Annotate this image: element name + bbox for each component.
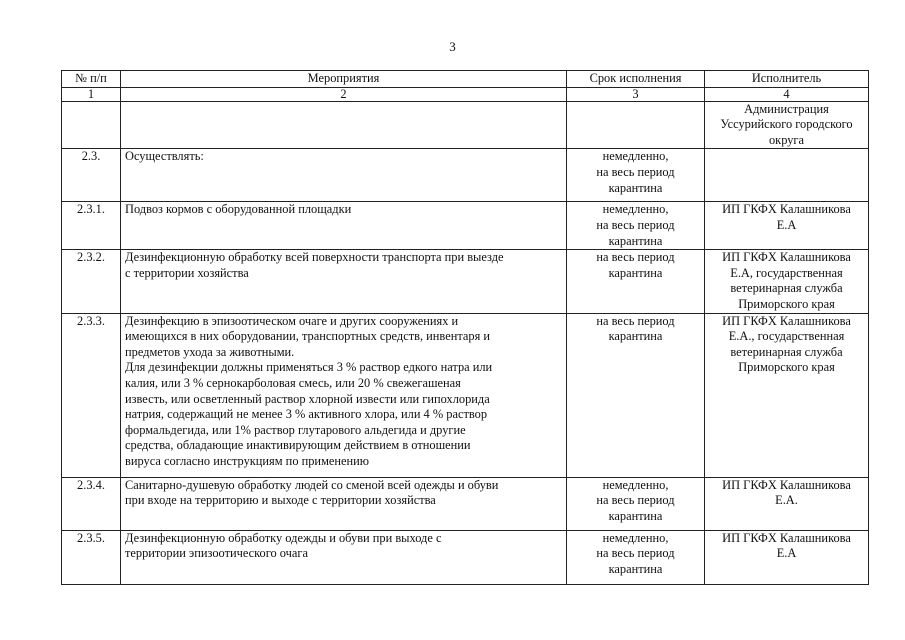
table-row xyxy=(62,530,869,584)
activity-line: Санитарно-душевую обработку людей со сменой всей одежды и обуви xyxy=(125,477,499,492)
table-row xyxy=(62,202,869,250)
executor-cell xyxy=(705,530,869,584)
row-number: 2.3.2. xyxy=(62,250,121,313)
term-line: карантина xyxy=(608,508,663,523)
term-line: на весь период xyxy=(596,493,675,508)
term-line: на весь период xyxy=(596,217,675,232)
activity-line: с территории хозяйства xyxy=(125,265,249,280)
activity-line: Осуществлять: xyxy=(125,149,204,164)
executor-line: Е.А., государственная xyxy=(728,329,845,344)
term-cell xyxy=(567,477,705,530)
measures-table xyxy=(61,70,869,585)
activity-line: при входе на территорию и выходе с территории хозяйства xyxy=(125,493,436,508)
header-num: № п/п xyxy=(62,71,121,88)
executor-line: ИП ГКФХ Калашникова xyxy=(722,530,851,545)
term-cell xyxy=(567,202,705,250)
executor-line: ИП ГКФХ Калашникова xyxy=(722,250,851,265)
table-body xyxy=(62,101,869,584)
column-number: 1 xyxy=(62,87,121,101)
row-number: 2.3.1. xyxy=(62,202,121,250)
header-activity: Мероприятия xyxy=(121,71,567,88)
activity-cell xyxy=(121,149,567,202)
activity-line: предметов ухода за животными. xyxy=(125,344,295,359)
table-row xyxy=(62,149,869,202)
activity-line: Для дезинфекции должны применяться 3 % раствор едкого натра или xyxy=(125,360,493,375)
term-cell xyxy=(567,530,705,584)
term-cell xyxy=(567,101,705,149)
header-row xyxy=(62,71,869,88)
executor-line: ИП ГКФХ Калашникова xyxy=(722,202,851,217)
executor-cell xyxy=(705,101,869,149)
column-number-row xyxy=(62,87,869,101)
term-cell xyxy=(567,149,705,202)
executor-cell xyxy=(705,149,869,202)
activity-cell xyxy=(121,313,567,477)
activity-line: Дезинфекцию в эпизоотическом очаге и других сооружениях и xyxy=(125,313,459,328)
activity-line: формальдегида, или 1% раствор глутарового альдегида и другие xyxy=(125,422,466,437)
column-number: 4 xyxy=(705,87,869,101)
table-row xyxy=(62,477,869,530)
term-line: на весь период xyxy=(596,164,675,179)
executor-line: ИП ГКФХ Калашникова xyxy=(722,313,851,328)
executor-cell xyxy=(705,313,869,477)
activity-cell xyxy=(121,477,567,530)
header-term: Срок исполнения xyxy=(567,71,705,88)
executor-line: Приморского края xyxy=(738,360,835,375)
table-row xyxy=(62,101,869,149)
term-line: карантина xyxy=(608,233,663,248)
executor-line: Е.А xyxy=(776,546,797,561)
activity-cell xyxy=(121,101,567,149)
term-line: немедленно, xyxy=(602,530,669,545)
activity-line: известь, или осветленный раствор хлорной извести или гипохлорида xyxy=(125,391,490,406)
row-number: 2.3.4. xyxy=(62,477,121,530)
row-number: 2.3.3. xyxy=(62,313,121,477)
term-line: карантина xyxy=(608,265,663,280)
activity-cell xyxy=(121,202,567,250)
column-number: 2 xyxy=(121,87,567,101)
executor-line: Уссурийского городского xyxy=(720,117,853,132)
executor-line: ветеринарная служба xyxy=(730,281,843,296)
activity-line: Дезинфекционную обработку всей поверхности транспорта при выезде xyxy=(125,250,504,265)
executor-line: Администрация xyxy=(744,101,829,116)
table-row xyxy=(62,250,869,313)
term-line: немедленно, xyxy=(602,149,669,164)
activity-line: Подвоз кормов с оборудованной площадки xyxy=(125,202,352,217)
executor-line: Е.А xyxy=(776,217,797,232)
activity-line: Дезинфекционную обработку одежды и обуви при выходе с xyxy=(125,530,442,545)
term-line: карантина xyxy=(608,180,663,195)
term-line: на весь период xyxy=(596,250,675,265)
executor-line: Приморского края xyxy=(738,296,835,311)
activity-line: средства, обладающие инактивирующим действием в отношении xyxy=(125,438,471,453)
row-number: 2.3.5. xyxy=(62,530,121,584)
term-line: карантина xyxy=(608,329,663,344)
table-row xyxy=(62,313,869,477)
activity-line: вируса согласно инструкциям по применению xyxy=(125,453,370,468)
executor-cell xyxy=(705,250,869,313)
executor-cell xyxy=(705,202,869,250)
term-line: немедленно, xyxy=(602,477,669,492)
term-line: карантина xyxy=(608,561,663,576)
activity-line: территории эпизоотического очага xyxy=(125,546,308,561)
executor-line: ветеринарная служба xyxy=(730,344,843,359)
executor-line: Е.А. xyxy=(775,493,798,508)
row-number xyxy=(62,101,121,149)
term-cell xyxy=(567,313,705,477)
executor-line: округа xyxy=(768,132,805,147)
executor-line: ИП ГКФХ Калашникова xyxy=(722,477,851,492)
term-cell xyxy=(567,250,705,313)
term-line: на весь период xyxy=(596,546,675,561)
page-number: 3 xyxy=(449,39,456,54)
activity-line: натрия, содержащий не менее 3 % активного хлора, или 4 % раствор xyxy=(125,407,488,422)
term-line: на весь период xyxy=(596,313,675,328)
activity-cell xyxy=(121,530,567,584)
activity-line: имеющихся в них оборудовании, транспортных средств, инвентаря и xyxy=(125,329,491,344)
header-executor: Исполнитель xyxy=(705,71,869,88)
executor-line: Е.А, государственная xyxy=(730,265,843,280)
row-number: 2.3. xyxy=(62,149,121,202)
activity-cell xyxy=(121,250,567,313)
column-number: 3 xyxy=(567,87,705,101)
term-line: немедленно, xyxy=(602,202,669,217)
activity-line: калия, или 3 % сернокарболовая смесь, или 20 % свежегашеная xyxy=(125,375,461,390)
executor-cell xyxy=(705,477,869,530)
